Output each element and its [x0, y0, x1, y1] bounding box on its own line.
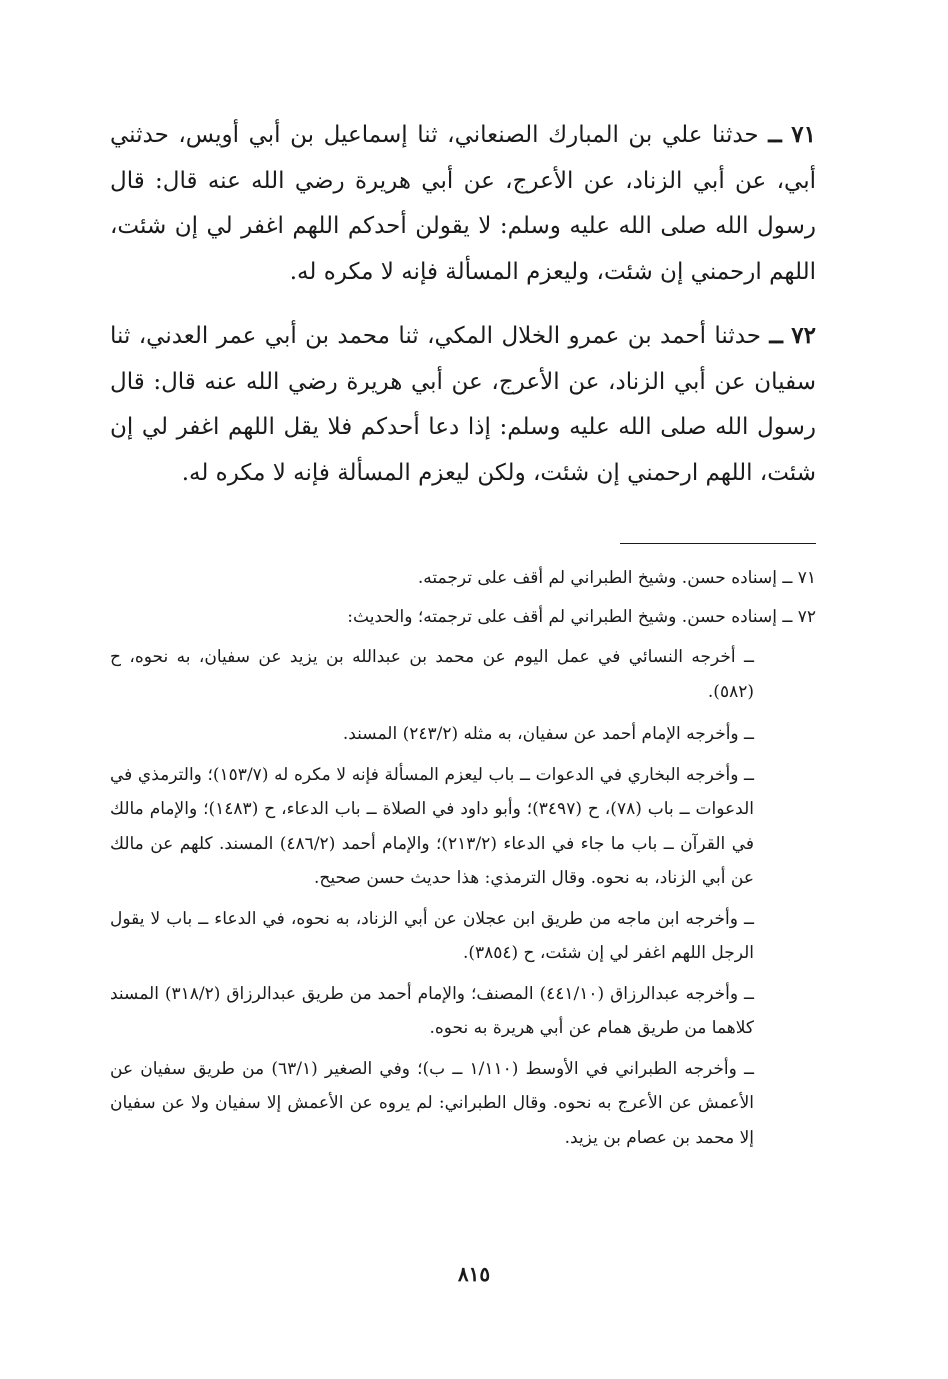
hadith-72 — [110, 313, 816, 496]
footnote-item: ــ وأخرجه عبدالرزاق (٤٤١/١٠) المصنف؛ والإمام أحمد من طريق عبدالرزاق (٣١٨/٢) المسند كلاهما من طريق همام عن أبي هريرة به نحوه. — [110, 983, 754, 1038]
hadith-dash: ــ — [769, 322, 783, 349]
footnote-separator — [620, 543, 816, 544]
footnote-item: ــ وأخرجه البخاري في الدعوات ــ باب ليعزم المسألة فإنه لا مكره له (١٥٣/٧)؛ والترمذي في الدعوات ــ باب (٧٨)، ح (٣٤٩٧)؛ وأبو داود في الصلاة ــ باب الدعاء، ح (١٤٨٣)؛ والإمام مالك في القرآن ــ باب ما جاء في الدعاء (٢١٣/٢)؛ والإمام أحمد (٤٨٦/٢) المسند. كلهم عن مالك عن أبي الزناد، به نحوه. وقال الترمذي: هذا حديث حسن صحيح. — [110, 764, 755, 888]
footnote-71: ٧١ ــ إسناده حسن. وشيخ الطبراني لم أقف على ترجمته. — [417, 568, 816, 588]
hadith-71 — [110, 112, 816, 295]
page-number: ٨١٥ — [457, 1262, 491, 1286]
footnote-item: ــ وأخرجه الطبراني في الأوسط (١/١١٠ ــ ب)؛ وفي الصغير (٦٣/١) من طريق سفيان عن الأعمش عن الأعرج به نحوه. وقال الطبراني: لم يروه عن الأعمش إلا سفيان ولا عن سفيان إلا محمد بن عصام بن يزيد. — [110, 1058, 755, 1148]
footnotes — [110, 561, 816, 1161]
main-text — [110, 112, 816, 514]
hadith-number: ٧٢ — [791, 322, 816, 349]
hadith-dash: ــ — [768, 121, 782, 148]
hadith-text: حدثنا أحمد بن عمرو الخلال المكي، ثنا محمد بن أبي عمر العدني، ثنا سفيان عن أبي الزناد، عن الأعرج، عن أبي هريرة رضي الله عنه قال: قال رسول الله صلى الله عليه وسلم: إذا دعا أحدكم فلا يقل اللهم اغفر لي إن شئت، اللهم ارحمني إن شئت، ولكن ليعزم المسألة فإنه لا مكره له. — [110, 323, 816, 486]
hadith-number: ٧١ — [791, 121, 816, 148]
footnote-72: ٧٢ ــ إسناده حسن. وشيخ الطبراني لم أقف على ترجمته؛ والحديث: — [347, 606, 816, 627]
hadith-text: حدثنا علي بن المبارك الصنعاني، ثنا إسماعيل بن أبي أويس، حدثني أبي، عن أبي الزناد، عن الأعرج، عن أبي هريرة رضي الله عنه قال: قال رسول الله صلى الله عليه وسلم: لا يقولن أحدكم اللهم اغفر لي إن شئت، اللهم ارحمني إن شئت، وليعزم المسألة فإنه لا مكره له. — [110, 122, 816, 285]
footnote-item: ــ أخرجه النسائي في عمل اليوم عن محمد بن عبدالله بن يزيد عن سفيان، به نحوه، ح (٥٨٢). — [110, 647, 754, 702]
footnote-item: ــ وأخرجه الإمام أحمد عن سفيان، به مثله (٢٤٣/٢) المسند. — [342, 724, 754, 744]
footnote-item: ــ وأخرجه ابن ماجه من طريق ابن عجلان عن أبي الزناد، به نحوه، في الدعاء ــ باب لا يقول الرجل اللهم اغفر لي إن شئت، ح (٣٨٥٤). — [110, 908, 754, 963]
